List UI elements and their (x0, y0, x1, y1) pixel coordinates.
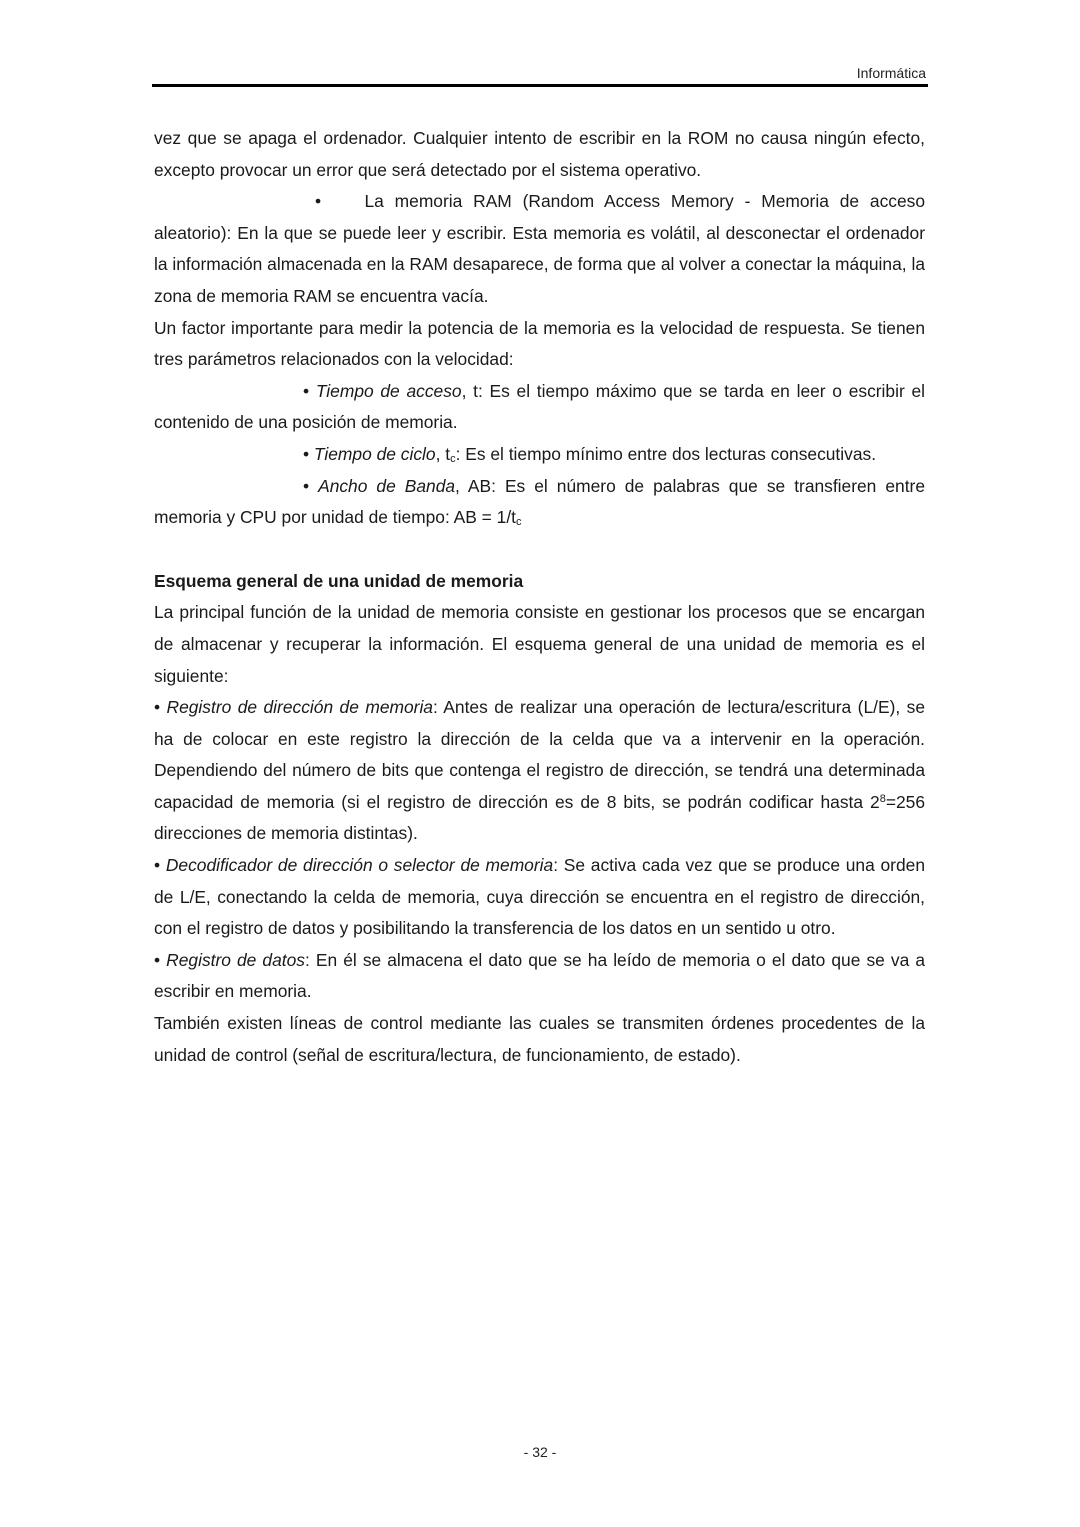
decoder-text: : Se activa cada vez que se produce una orden de L/E, conectando la celda de memoria, cuya dirección se encuentra en el registro de dirección, con el registro de datos y posibilitando la transferencia de los datos en un sentido u otro. (154, 855, 925, 939)
access-time-text: , t: Es el tiempo máximo que se tarda en leer o escribir el contenido de una posición de memoria. (154, 380, 926, 433)
bandwidth-subscript: c (516, 516, 522, 529)
spacer (154, 534, 925, 566)
paragraph-ram (154, 186, 925, 312)
bandwidth-term: Ancho de Banda (318, 475, 456, 496)
access-time-term: Tiempo de acceso (315, 380, 462, 401)
cycle-time-pre: , t (435, 443, 451, 464)
item-address-register: • Registro de dirección de memoria: Antes de realizar una operación de lectura/escritura (L/E), se ha de colocar en este registro la dirección de la celda que va a intervenir en la operación. Dependiendo del número de bits que contenga el registro de dirección, se tendrá una determinada capacidad de memoria (si el registro de dirección es de 8 bits, se podrán codificar hasta $2^8=256$ direcciones de memoria distintas). (154, 697, 925, 844)
cycle-time-term: Tiempo de ciclo (313, 443, 436, 464)
section-heading: Esquema general de una unidad de memoria (154, 570, 524, 591)
paragraph-control-lines: También existen líneas de control mediante las cuales se transmiten órdenes procedentes de la unidad de control (señal de escritura/lectura, de funcionamiento, de estado). (154, 1013, 925, 1065)
address-register-term: Registro de dirección de memoria (166, 697, 433, 718)
cycle-time-text: : Es el tiempo mínimo entre dos lecturas consecutivas. (455, 443, 877, 464)
cycle-time-subscript: c (450, 452, 456, 465)
bullet-icon: • (315, 191, 322, 212)
page-content (154, 123, 925, 1071)
decoder-term: Decodificador de dirección o selector de memoria (165, 855, 554, 876)
section-intro: La principal función de la unidad de memoria consiste en gestionar los procesos que se encargan de almacenar y recuperar la información. El esquema general de una unidad de memoria es el siguiente: (154, 602, 925, 686)
bullet-cycle-time: • Tiempo de ciclo, $t_c$: Es el tiempo mínimo entre dos lecturas consecutivas. (303, 443, 877, 465)
ram-text: La memoria RAM (Random Access Memory - Memoria de acceso aleatorio): En la que se puede leer y escribir. Esta memoria es volátil, al desconectar el ordenador la información almacenada en la RAM desaparece, de forma que al volver a conectar la máquina, la zona de memoria RAM se encuentra vacía. (154, 191, 925, 306)
address-register-tail: =256 direcciones de memoria distintas). (154, 791, 925, 844)
paragraph-speed-intro: Un factor importante para medir la potencia de la memoria es la velocidad de respuesta. Se tienen tres parámetros relacionados con la velocidad: (154, 317, 925, 370)
bullet-access-time: • Tiempo de acceso, t: Es el tiempo máximo que se tarda en leer o escribir el contenido de una posición de memoria. (154, 380, 926, 433)
page-number: - 32 - (523, 1444, 557, 1460)
paragraph-rom-end: vez que se apaga el ordenador. Cualquier intento de escribir en la ROM no causa ningún efecto, excepto provocar un error que será detectado por el sistema operativo. (154, 128, 925, 180)
header-title: Informática (856, 65, 926, 81)
data-register-text: : En él se almacena el dato que se ha leído de memoria o el dato que se va a escribir en memoria. (154, 949, 926, 1002)
page-header (152, 60, 928, 87)
address-register-text: : Antes de realizar una operación de lectura/escritura (L/E), se ha de colocar en este registro la dirección de la celda que va a intervenir en la operación. Dependiendo del número de bits que contenga el registro de dirección, se tendrá una determinada capacidad de memoria (si el registro de dirección es de 8 bits, se podrán codificar hasta 2 (154, 697, 925, 812)
item-decoder: • Decodificador de dirección o selector de memoria: Se activa cada vez que se produce una orden de L/E, conectando la celda de memoria, cuya dirección se encuentra en el registro de dirección, con el registro de datos y posibilitando la transferencia de los datos en un sentido u otro. (154, 855, 925, 939)
data-register-term: Registro de datos (166, 949, 305, 970)
address-register-superscript: 8 (879, 792, 886, 805)
bullet-bandwidth: • Ancho de Banda, AB: Es el número de palabras que se transfieren entre memoria y CPU por unidad de tiempo: AB = $1/t_c$ (154, 475, 925, 529)
item-data-register: • Registro de datos: En él se almacena el dato que se ha leído de memoria o el dato que se va a escribir en memoria. (154, 949, 926, 1002)
bandwidth-text: , AB: Es el número de palabras que se transfieren entre memoria y CPU por unidad de tiempo: AB = 1/t (154, 475, 925, 528)
